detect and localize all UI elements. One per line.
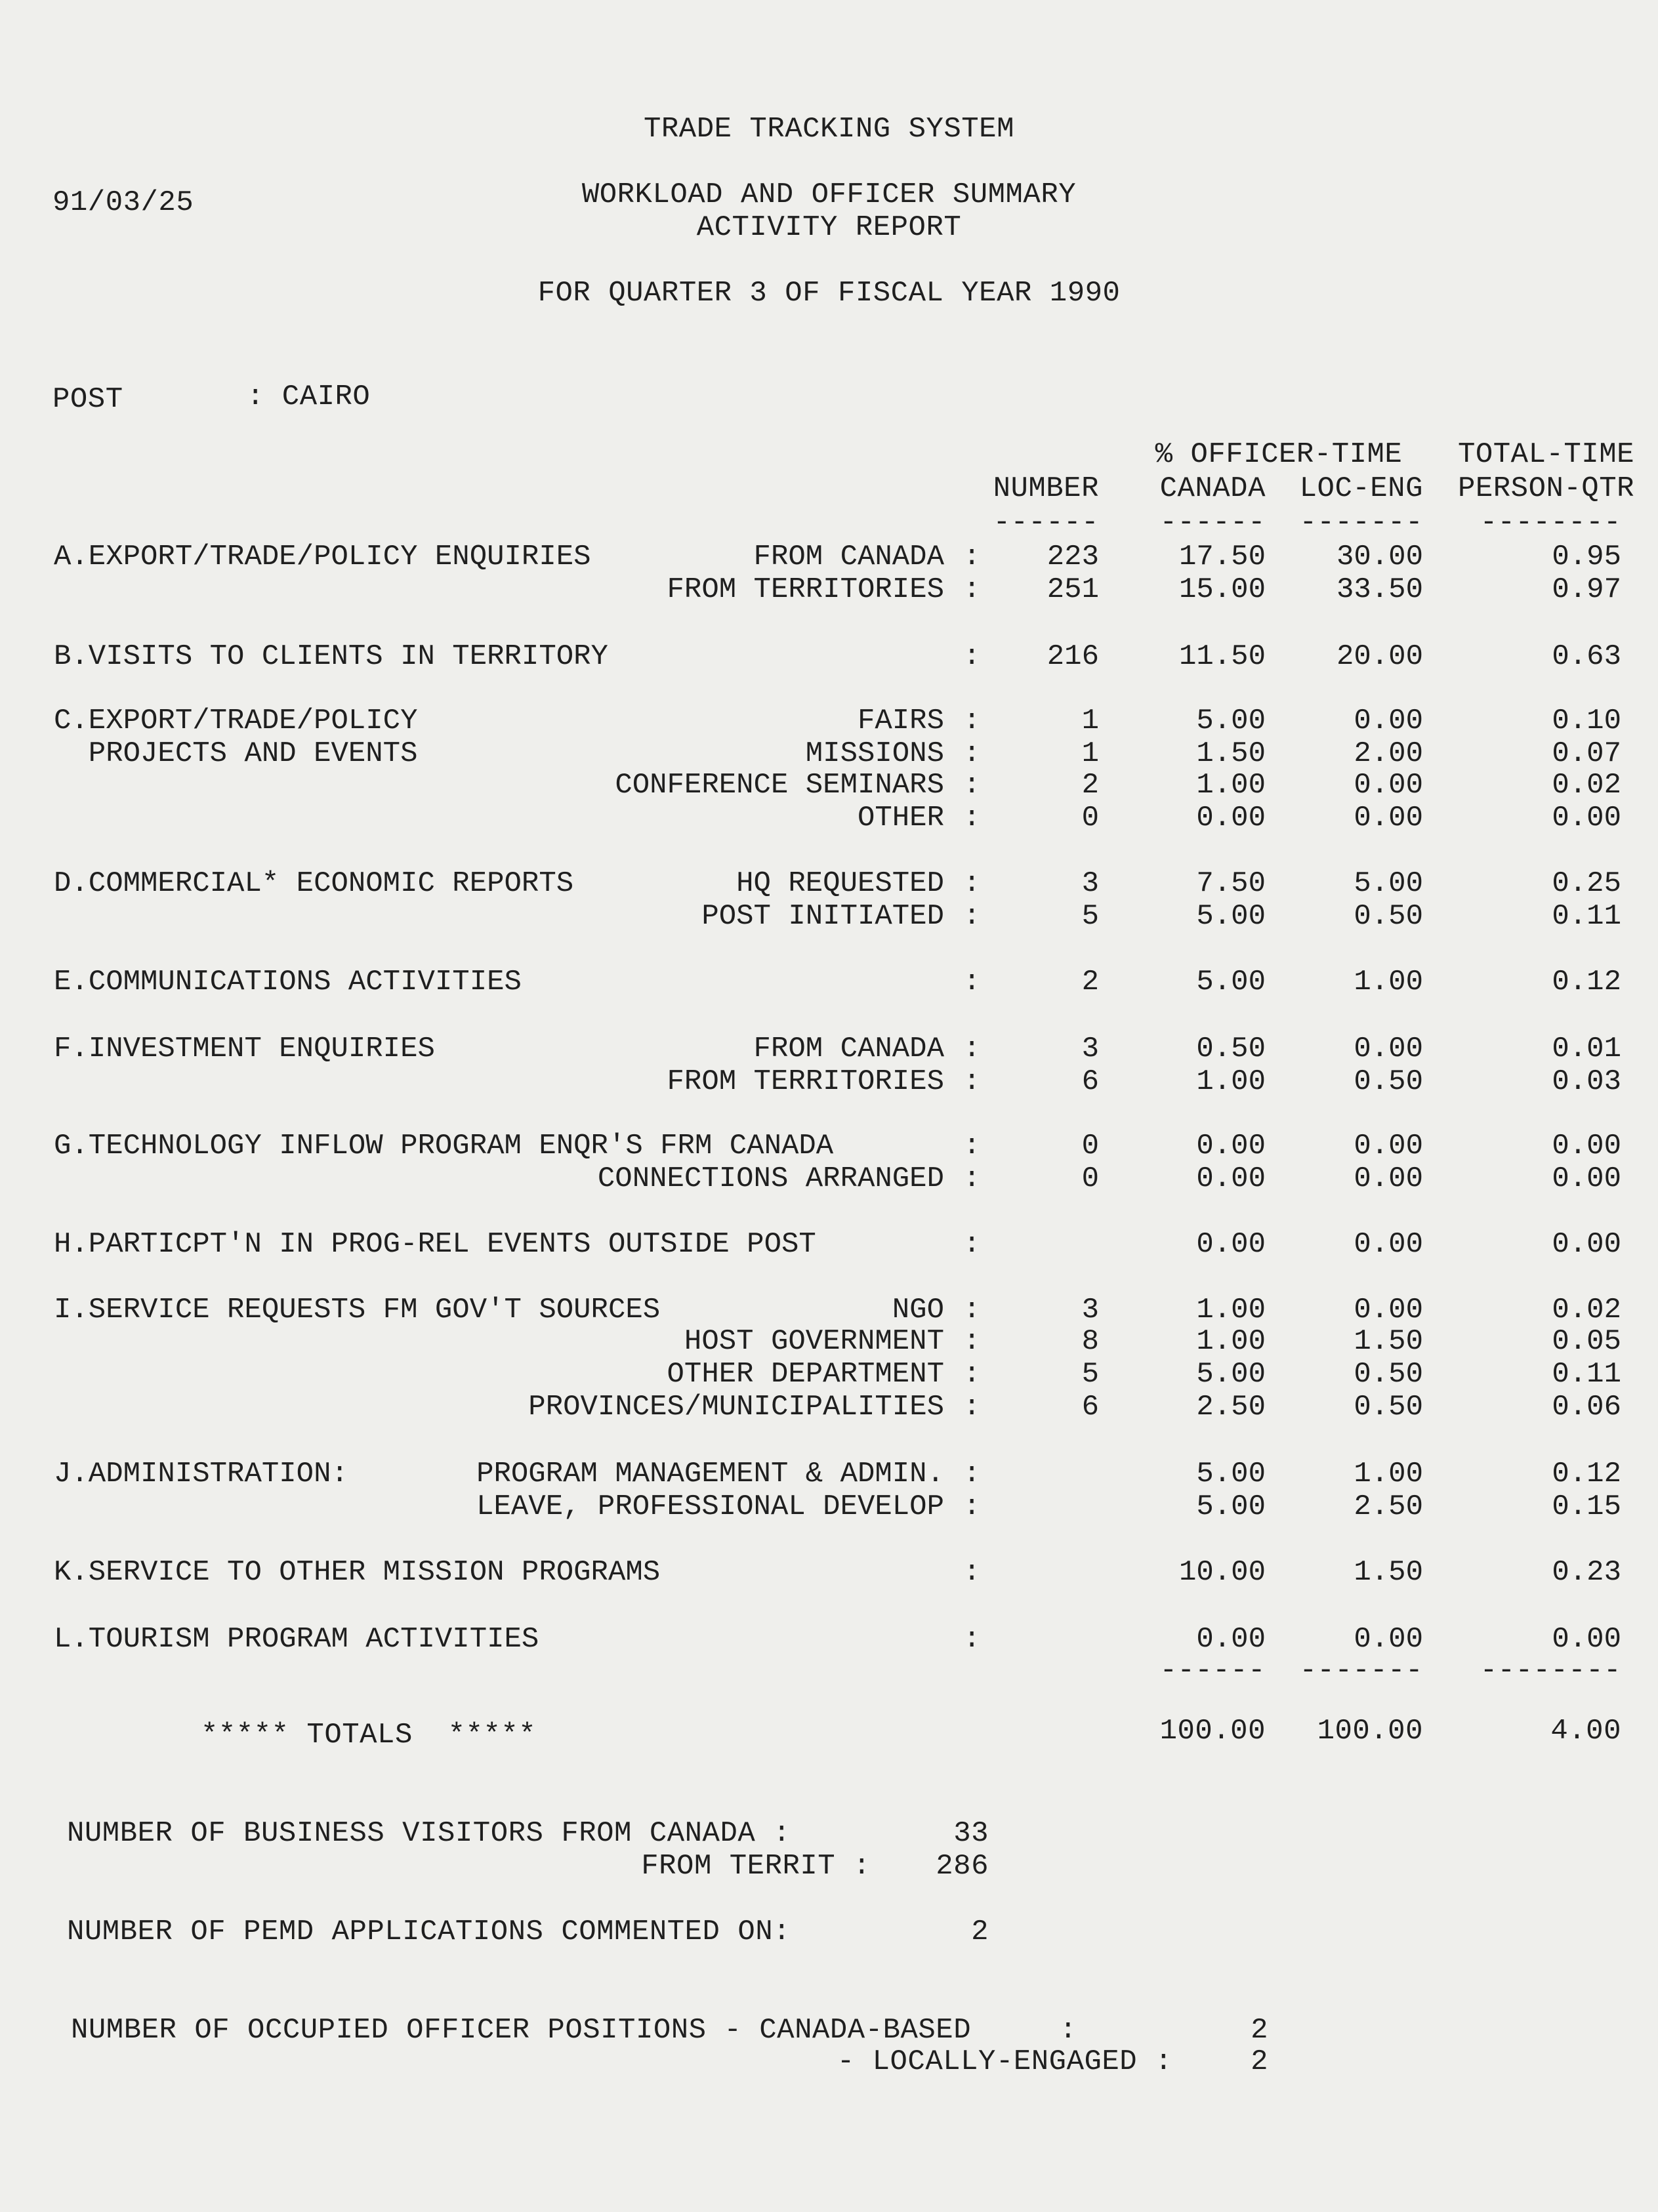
totals-rule-total: -------- (1480, 1654, 1621, 1687)
visitors-territ-label: FROM TERRIT : (641, 1850, 871, 1883)
visitors-canada: 33 (953, 1817, 989, 1850)
row-label: D.COMMERCIAL* ECONOMIC REPORTS (54, 867, 574, 900)
row-sublabel: PROVINCES/MUNICIPALITIES (528, 1391, 944, 1423)
table-row (0, 1325, 1658, 1358)
row-loc-eng-pct: 0.00 (1354, 1294, 1423, 1326)
row-colon: : (963, 737, 981, 770)
rule-total: -------- (1480, 506, 1621, 539)
table-row (0, 802, 1658, 834)
col-total-time: TOTAL-TIME (1457, 438, 1634, 471)
row-canada-pct: 1.00 (1196, 1065, 1266, 1098)
row-colon: : (963, 769, 981, 802)
row-number: 216 (1047, 640, 1099, 673)
row-total-time: 0.00 (1552, 802, 1621, 834)
row-total-time: 0.01 (1552, 1033, 1621, 1065)
row-sublabel: HOST GOVERNMENT (684, 1325, 944, 1358)
table-row (0, 1065, 1658, 1098)
row-colon: : (963, 867, 981, 900)
row-total-time: 0.02 (1552, 1294, 1621, 1326)
row-loc-eng-pct: 0.00 (1354, 705, 1423, 737)
row-total-time: 0.00 (1552, 1162, 1621, 1195)
row-number: 3 (1081, 867, 1099, 900)
col-number: NUMBER (993, 472, 1099, 505)
row-loc-eng-pct: 0.50 (1354, 900, 1423, 933)
row-sublabel: CONFERENCE SEMINARS (615, 769, 944, 802)
row-total-time: 0.12 (1552, 966, 1621, 998)
row-number: 3 (1081, 1294, 1099, 1326)
row-label: K.SERVICE TO OTHER MISSION PROGRAMS (54, 1556, 661, 1589)
row-canada-pct: 1.00 (1196, 1294, 1266, 1326)
table-row (0, 769, 1658, 802)
row-number: 2 (1081, 966, 1099, 998)
row-colon: : (963, 1490, 981, 1523)
table-row (0, 1623, 1658, 1656)
row-canada-pct: 5.00 (1196, 900, 1266, 933)
row-total-time: 0.10 (1552, 705, 1621, 737)
row-label: J.ADMINISTRATION: (54, 1458, 348, 1490)
row-colon: : (963, 541, 981, 573)
row-number: 251 (1047, 573, 1099, 606)
row-loc-eng-pct: 0.00 (1354, 769, 1423, 802)
row-number: 2 (1081, 769, 1099, 802)
row-loc-eng-pct: 1.50 (1354, 1556, 1423, 1589)
row-label: PROJECTS AND EVENTS (54, 737, 418, 770)
row-total-time: 0.25 (1552, 867, 1621, 900)
row-label: L.TOURISM PROGRAM ACTIVITIES (54, 1623, 539, 1656)
visitors-label: NUMBER OF BUSINESS VISITORS FROM CANADA : (67, 1817, 791, 1850)
row-canada-pct: 10.00 (1178, 1556, 1266, 1589)
row-total-time: 0.02 (1552, 769, 1621, 802)
row-number: 223 (1047, 541, 1099, 573)
row-colon: : (963, 1358, 981, 1391)
row-label: F.INVESTMENT ENQUIRIES (54, 1033, 435, 1065)
row-label: G.TECHNOLOGY INFLOW PROGRAM ENQR'S FRM CANADA (54, 1130, 834, 1162)
row-number: 1 (1081, 705, 1099, 737)
row-loc-eng-pct: 1.00 (1354, 1458, 1423, 1490)
row-number: 0 (1081, 1130, 1099, 1162)
row-sublabel: FROM TERRITORIES (667, 1065, 944, 1098)
row-canada-pct: 5.00 (1196, 1458, 1266, 1490)
row-canada-pct: 1.50 (1196, 737, 1266, 770)
row-loc-eng-pct: 0.50 (1354, 1358, 1423, 1391)
row-number: 1 (1081, 737, 1099, 770)
positions-local: 2 (1251, 2045, 1268, 2078)
col-loc-eng: LOC-ENG (1299, 472, 1423, 505)
row-colon: : (963, 966, 981, 998)
visitors-territ: 286 (936, 1850, 989, 1883)
row-sublabel: FAIRS (857, 705, 944, 737)
row-canada-pct: 0.00 (1196, 1228, 1266, 1261)
row-canada-pct: 0.00 (1196, 1162, 1266, 1195)
row-colon: : (963, 1162, 981, 1195)
row-colon: : (963, 1556, 981, 1589)
row-colon: : (963, 1065, 981, 1098)
row-number: 0 (1081, 1162, 1099, 1195)
row-colon: : (963, 1458, 981, 1490)
row-total-time: 0.07 (1552, 737, 1621, 770)
row-label: C.EXPORT/TRADE/POLICY (54, 705, 418, 737)
row-colon: : (963, 802, 981, 834)
row-canada-pct: 0.00 (1196, 1130, 1266, 1162)
row-colon: : (963, 1228, 981, 1261)
row-canada-pct: 1.00 (1196, 1325, 1266, 1358)
table-row (0, 1228, 1658, 1261)
col-canada: CANADA (1159, 472, 1266, 505)
rule-canada: ------ (1159, 506, 1266, 539)
row-total-time: 0.95 (1552, 541, 1621, 573)
table-row (0, 705, 1658, 737)
row-sublabel: LEAVE, PROFESSIONAL DEVELOP (476, 1490, 944, 1523)
table-row (0, 541, 1658, 573)
col-officer-time: % OFFICER-TIME (1155, 438, 1403, 471)
row-loc-eng-pct: 2.00 (1354, 737, 1423, 770)
row-canada-pct: 17.50 (1178, 541, 1266, 573)
row-number: 3 (1081, 1033, 1099, 1065)
table-row (0, 1130, 1658, 1162)
row-label: E.COMMUNICATIONS ACTIVITIES (54, 966, 522, 998)
row-sublabel: FROM CANADA (753, 541, 944, 573)
row-canada-pct: 0.00 (1196, 802, 1266, 834)
row-total-time: 0.05 (1552, 1325, 1621, 1358)
row-label: I.SERVICE REQUESTS FM GOV'T SOURCES (54, 1294, 661, 1326)
row-colon: : (963, 573, 981, 606)
row-colon: : (963, 1325, 981, 1358)
row-loc-eng-pct: 20.00 (1336, 640, 1423, 673)
row-loc-eng-pct: 0.00 (1354, 1162, 1423, 1195)
row-loc-eng-pct: 0.00 (1354, 1033, 1423, 1065)
row-total-time: 0.00 (1552, 1130, 1621, 1162)
report-subtitle: ACTIVITY REPORT (696, 211, 962, 244)
row-sublabel: POST INITIATED (701, 900, 944, 933)
col-person-qtr: PERSON-QTR (1457, 472, 1634, 505)
table-row (0, 900, 1658, 933)
table-row (0, 1391, 1658, 1423)
row-number: 8 (1081, 1325, 1099, 1358)
post-label: POST (52, 383, 123, 416)
row-loc-eng-pct: 0.00 (1354, 1623, 1423, 1656)
table-row (0, 1358, 1658, 1391)
row-loc-eng-pct: 1.50 (1354, 1325, 1423, 1358)
row-colon: : (963, 1130, 981, 1162)
rule-number: ------ (993, 506, 1099, 539)
row-loc-eng-pct: 0.00 (1354, 802, 1423, 834)
row-total-time: 0.97 (1552, 573, 1621, 606)
row-label: H.PARTICPT'N IN PROG-REL EVENTS OUTSIDE POST (54, 1228, 816, 1261)
row-sublabel: FROM CANADA (753, 1033, 944, 1065)
row-canada-pct: 1.00 (1196, 769, 1266, 802)
table-row (0, 1458, 1658, 1490)
system-title: TRADE TRACKING SYSTEM (644, 113, 1014, 146)
totals-total: 4.00 (1550, 1715, 1621, 1748)
row-canada-pct: 11.50 (1178, 640, 1266, 673)
totals-canada: 100.00 (1159, 1715, 1266, 1748)
row-loc-eng-pct: 1.00 (1354, 966, 1423, 998)
row-sublabel: CONNECTIONS ARRANGED (597, 1162, 944, 1195)
row-loc-eng-pct: 33.50 (1336, 573, 1423, 606)
row-loc-eng-pct: 5.00 (1354, 867, 1423, 900)
row-canada-pct: 5.00 (1196, 705, 1266, 737)
rule-loc: ------- (1299, 506, 1423, 539)
row-sublabel: NGO (892, 1294, 944, 1326)
row-sublabel: PROGRAM MANAGEMENT & ADMIN. (476, 1458, 944, 1490)
post-value: : CAIRO (247, 380, 371, 413)
totals-rule-loc: ------- (1299, 1654, 1423, 1687)
report-period: FOR QUARTER 3 OF FISCAL YEAR 1990 (537, 277, 1121, 310)
row-colon: : (963, 900, 981, 933)
row-canada-pct: 7.50 (1196, 867, 1266, 900)
row-loc-eng-pct: 2.50 (1354, 1490, 1423, 1523)
row-colon: : (963, 1623, 981, 1656)
totals-loc: 100.00 (1317, 1715, 1423, 1748)
row-number: 5 (1081, 1358, 1099, 1391)
table-row (0, 966, 1658, 998)
row-sublabel: OTHER DEPARTMENT (667, 1358, 944, 1391)
table-row (0, 1556, 1658, 1589)
row-total-time: 0.15 (1552, 1490, 1621, 1523)
row-canada-pct: 15.00 (1178, 573, 1266, 606)
row-total-time: 0.00 (1552, 1228, 1621, 1261)
totals-rule-canada: ------ (1159, 1654, 1266, 1687)
row-sublabel: MISSIONS (805, 737, 944, 770)
row-number: 6 (1081, 1065, 1099, 1098)
row-canada-pct: 2.50 (1196, 1391, 1266, 1423)
totals-label: ***** TOTALS ***** (201, 1719, 537, 1751)
table-row (0, 1033, 1658, 1065)
positions-label: NUMBER OF OCCUPIED OFFICER POSITIONS - CANADA-BASED : (71, 2014, 1077, 2047)
row-number: 5 (1081, 900, 1099, 933)
row-total-time: 0.63 (1552, 640, 1621, 673)
row-sublabel: HQ REQUESTED (736, 867, 944, 900)
table-row (0, 573, 1658, 606)
row-colon: : (963, 1294, 981, 1326)
row-canada-pct: 0.50 (1196, 1033, 1266, 1065)
row-sublabel: OTHER (857, 802, 944, 834)
positions-local-label: - LOCALLY-ENGAGED : (837, 2045, 1172, 2078)
row-loc-eng-pct: 0.00 (1354, 1130, 1423, 1162)
row-number: 6 (1081, 1391, 1099, 1423)
row-canada-pct: 0.00 (1196, 1623, 1266, 1656)
table-row (0, 867, 1658, 900)
row-canada-pct: 5.00 (1196, 966, 1266, 998)
row-colon: : (963, 1391, 981, 1423)
row-colon: : (963, 640, 981, 673)
row-loc-eng-pct: 0.50 (1354, 1065, 1423, 1098)
row-total-time: 0.06 (1552, 1391, 1621, 1423)
row-sublabel: FROM TERRITORIES (667, 573, 944, 606)
row-loc-eng-pct: 0.00 (1354, 1228, 1423, 1261)
row-total-time: 0.12 (1552, 1458, 1621, 1490)
row-colon: : (963, 1033, 981, 1065)
pemd-label: NUMBER OF PEMD APPLICATIONS COMMENTED ON: (67, 1915, 791, 1948)
row-loc-eng-pct: 0.50 (1354, 1391, 1423, 1423)
row-total-time: 0.00 (1552, 1623, 1621, 1656)
row-total-time: 0.23 (1552, 1556, 1621, 1589)
row-label: B.VISITS TO CLIENTS IN TERRITORY (54, 640, 608, 673)
table-row (0, 1162, 1658, 1195)
row-total-time: 0.03 (1552, 1065, 1621, 1098)
row-number: 0 (1081, 802, 1099, 834)
pemd-value: 2 (971, 1915, 989, 1948)
positions-canada: 2 (1251, 2014, 1268, 2047)
row-loc-eng-pct: 30.00 (1336, 541, 1423, 573)
table-row (0, 1294, 1658, 1326)
row-colon: : (963, 705, 981, 737)
row-label: A.EXPORT/TRADE/POLICY ENQUIRIES (54, 541, 591, 573)
report-title: WORKLOAD AND OFFICER SUMMARY (581, 178, 1077, 211)
row-canada-pct: 5.00 (1196, 1490, 1266, 1523)
row-total-time: 0.11 (1552, 1358, 1621, 1391)
row-total-time: 0.11 (1552, 900, 1621, 933)
table-row (0, 737, 1658, 770)
row-canada-pct: 5.00 (1196, 1358, 1266, 1391)
table-row (0, 1490, 1658, 1523)
table-row (0, 640, 1658, 673)
report-date: 91/03/25 (52, 186, 194, 219)
